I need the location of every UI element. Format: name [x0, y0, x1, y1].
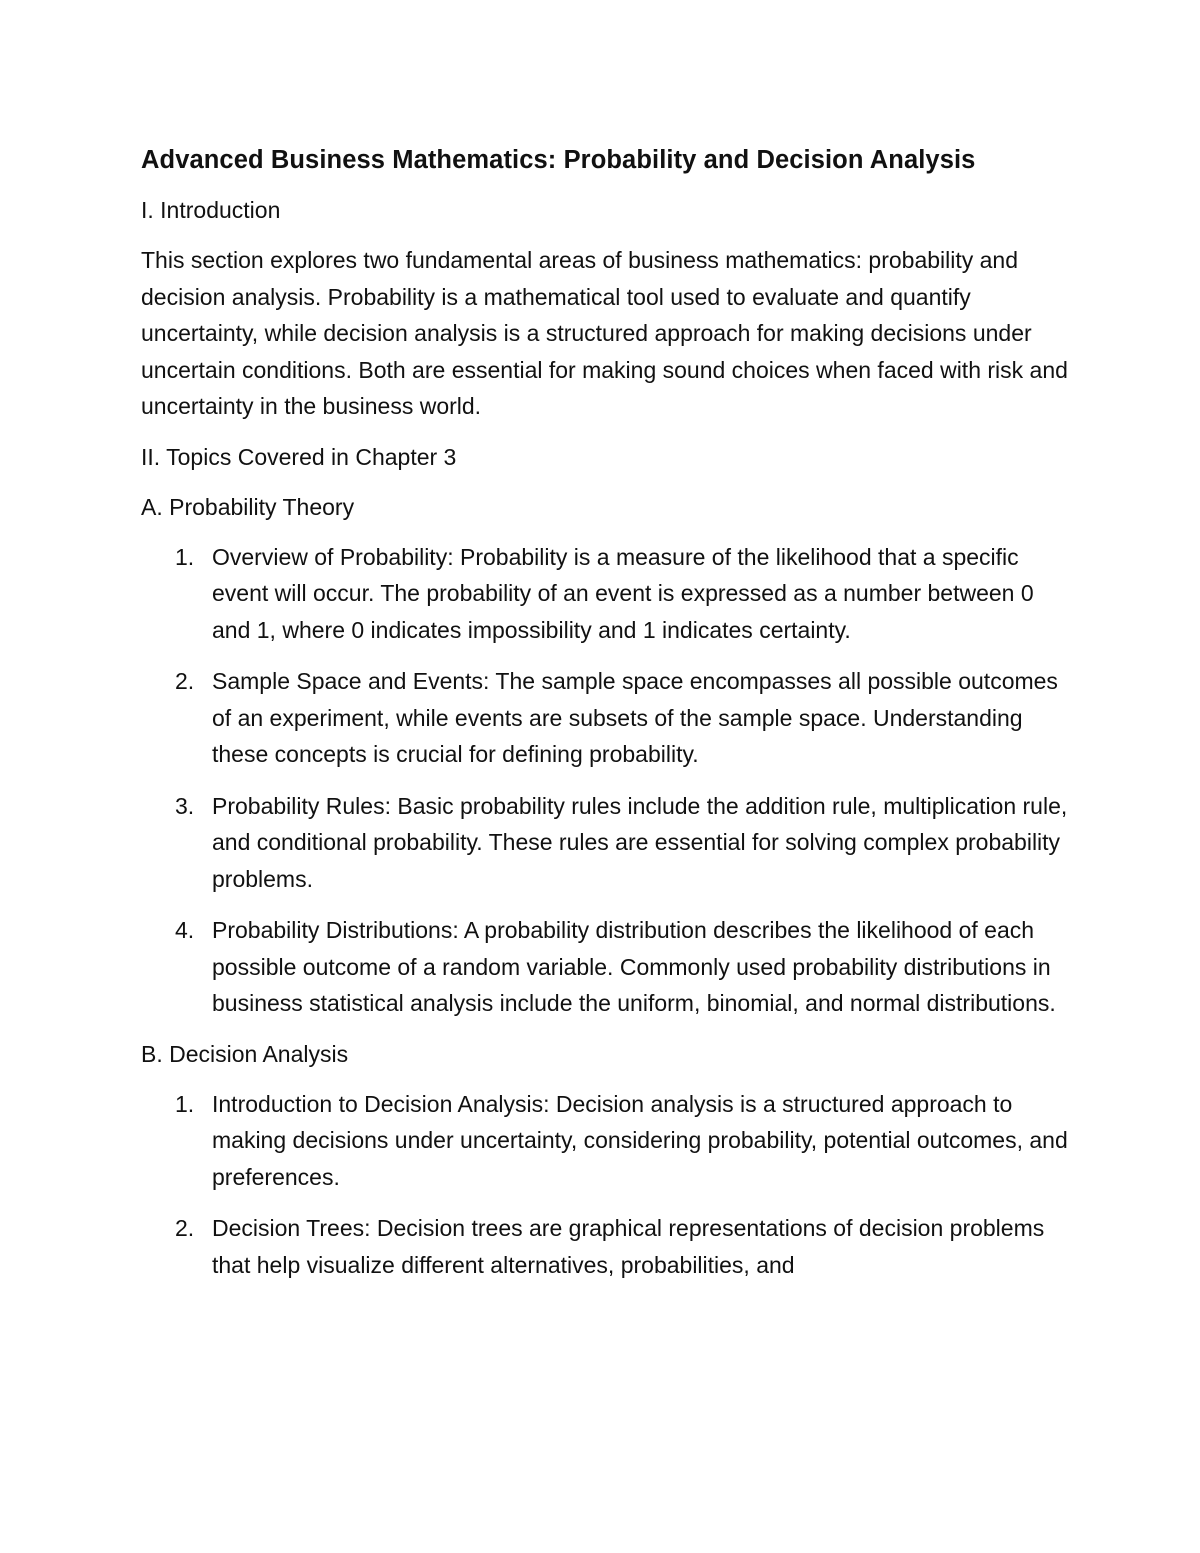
subsection-heading-probability-theory: A. Probability Theory	[141, 493, 355, 520]
list-item-text: Probability Distributions: A probability distribution describes the likelihood of each possible outcome of a random variable. Commonly used probability distributions in business statistical analysis include the uniform, binomial, and normal distributions.	[212, 917, 1056, 1016]
list-number: 4.	[175, 917, 195, 943]
subsection-heading-decision-analysis: B. Decision Analysis	[141, 1040, 349, 1067]
document-page	[141, 142, 1071, 1283]
list-item-text: Introduction to Decision Analysis: Decision analysis is a structured approach to making decisions under uncertainty, considering probability, potential outcomes, and preferences.	[212, 1090, 1068, 1190]
decision-analysis-list	[141, 1086, 1071, 1284]
list-item	[141, 788, 1071, 898]
list-number: 1.	[175, 1090, 195, 1117]
list-item-text: Overview of Probability: Probability is a measure of the likelihood that a specific event will occur. The probability of an event is expressed as a number between 0 and 1, where 0 indicates impossibility and 1 indicates certainty.	[212, 543, 1034, 643]
list-item	[141, 912, 1071, 1022]
list-item	[141, 539, 1071, 649]
probability-theory-list	[141, 539, 1071, 1022]
list-item	[141, 663, 1071, 773]
document-title: Advanced Business Mathematics: Probability and Decision Analysis	[141, 146, 976, 174]
list-number: 1.	[175, 543, 195, 570]
section-heading-introduction: I. Introduction	[141, 197, 281, 223]
list-number: 2.	[175, 1215, 195, 1241]
list-number: 2.	[175, 668, 195, 694]
introduction-paragraph: This section explores two fundamental areas of business mathematics: probability and decision analysis. Probability is a mathematical tool used to evaluate and quantify uncertainty, while decision analysis is a structured approach for making decisions under uncertain conditions. Both are essential for making sound choices when faced with risk and uncertainty in the business world.	[141, 247, 1068, 419]
list-item	[141, 1086, 1071, 1196]
list-item	[141, 1210, 1071, 1283]
list-item-text: Probability Rules: Basic probability rules include the addition rule, multiplication rule, and conditional probability. These rules are essential for solving complex probability problems.	[212, 792, 1068, 892]
list-number: 3.	[175, 792, 195, 819]
list-item-text: Decision Trees: Decision trees are graphical representations of decision problems that help visualize different alternatives, probabilities, and	[212, 1215, 1045, 1278]
list-item-text: Sample Space and Events: The sample space encompasses all possible outcomes of an experiment, while events are subsets of the sample space. Understanding these concepts is crucial for defining probability.	[212, 668, 1058, 767]
section-heading-topics: II. Topics Covered in Chapter 3	[141, 443, 457, 470]
